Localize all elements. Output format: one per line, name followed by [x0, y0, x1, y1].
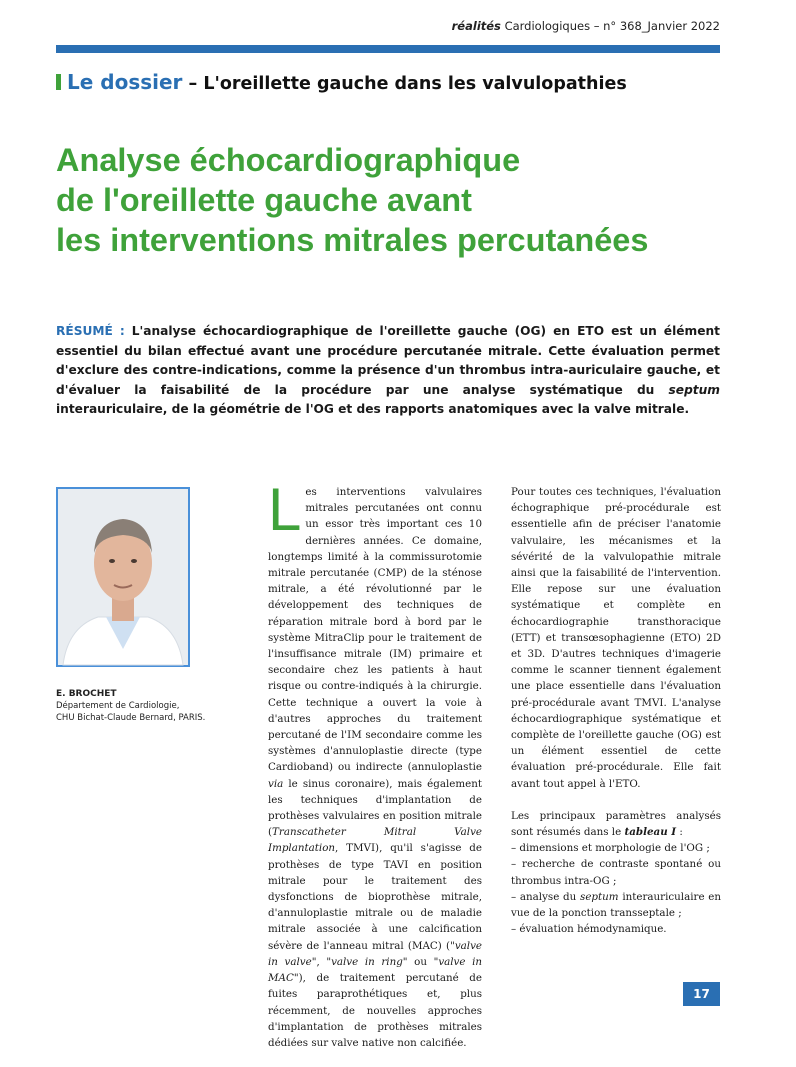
- title-line-1: Analyse échocardiographique: [56, 142, 521, 178]
- list-item: [511, 889, 721, 921]
- body-italic: valve in MAC: [268, 955, 483, 985]
- body-paragraph-2: Pour toutes ces techniques, l'évaluation échographique pré-procédurale est essentielle afin de préciser l'anatomie valvulaire, les mécanismes et la sévérité de la valvulopathie mitrale ainsi que la faisabilité de l'intervention. Elle repose sur une évaluation systématique et complète en échocardiographie transthoracique (ETT) et transœsophagienne (ETO) 2D et 3D. D'autres techniques d'imagerie comme le scanner tiennent également une place essentielle dans l'évaluation pré-procédurale avant TMVI. L'analyse échocardiographique systématique et complète de l'oreillette gauche (OG) est un élément essentiel de cette évaluation pré-procédurale. Elle fait avant tout appel à l'ETO.: [511, 486, 721, 790]
- abstract-italic: septum: [668, 382, 720, 397]
- body-text: Les principaux paramètres analysés sont résumés dans le: [511, 809, 721, 839]
- body-text: " ou ": [402, 955, 439, 968]
- body-text: ", ": [311, 955, 332, 968]
- body-text: es interventions valvulaires mitrales percutanées ont connu un essor très important ces 10 dernières années. Ce domaine, longtemps limité à la commissurotomie mitrale percutanée (CMP) de la sténose mitrale, a été révolutionné par le développement des techniques de réparation mitrale bord à bord par le système MitraClip pour le traitement de l'insuffisance mitrale (IM) primaire et secondaire chez les patients à haut risque ou contre-indiqués à la chirurgie. Cette technique a ouvert la voie à d'autres approches du traitement percutané de l'IM secondaire comme les systèmes d'annuloplastie directe (type Cardioband) ou indirecte (annuloplastie: [268, 486, 482, 774]
- abstract-text-1: L'analyse échocardiographique de l'oreillette gauche (OG) en ETO est un élément essentiel du bilan effectué avant une procédure percutanée mitrale. Cette évaluation permet d'exclure des contre-indications, comme la présence d'un thrombus intra-auriculaire gauche, et d'évaluer la faisabilité de la procédure par une analyse systématique du: [56, 324, 720, 397]
- body-text: "), de traitement percutané de fuites paraprothétiques et, plus récemment, de nouvelles approches d'implantation de prothèses mitrales dédiées sur valve native non calcifiée.: [268, 972, 482, 1049]
- body-paragraph-3: [511, 808, 721, 840]
- author-department: Département de Cardiologie,: [56, 701, 180, 711]
- list-item: – évaluation hémodynamique.: [511, 923, 667, 936]
- table-reference: tableau I: [624, 826, 677, 839]
- body-text: le sinus coronaire), mais également les techniques d'implantation de prothèses valvulaires en position mitrale (: [268, 777, 482, 839]
- body-italic: via: [268, 777, 284, 790]
- drop-cap: L: [268, 476, 302, 543]
- dossier-subtitle: – L'oreillette gauche dans les valvulopathies: [188, 74, 627, 94]
- title-line-3: les interventions mitrales percutanées: [56, 222, 649, 258]
- body-column-right: [511, 484, 721, 937]
- body-italic: Transcatheter Mitral Valve Implantation: [268, 826, 482, 855]
- body-text: :: [676, 826, 683, 839]
- body-column-left: [268, 476, 483, 1067]
- body-text: , TMVI), qu'il s'agisse de prothèses de type TAVI en position mitrale pour le traitement des dysfonctions de bioprothèse mitrale, d'annuloplastie mitrale ou de maladie mitrale associée à une calcification sévère de l'anneau mitral (MAC) (": [268, 842, 482, 952]
- abstract: [56, 322, 720, 420]
- body-text: – analyse du: [511, 890, 577, 903]
- dossier-heading: [56, 70, 627, 94]
- article-title: [56, 140, 736, 260]
- list-item: – recherche de contraste spontané ou thrombus intra-OG ;: [511, 858, 721, 887]
- author-hospital: CHU Bichat-Claude Bernard, PARIS.: [56, 713, 206, 723]
- body-paragraph-1: [268, 476, 483, 1051]
- abstract-text-2: interauriculaire, de la géométrie de l'OG et des rapports anatomiques avec la valve mitrale.: [56, 402, 690, 416]
- journal-name: réalités: [451, 19, 501, 33]
- title-line-2: de l'oreillette gauche avant: [56, 182, 472, 218]
- list-item: – dimensions et morphologie de l'OG ;: [511, 842, 710, 855]
- dossier-marker-icon: [56, 74, 61, 90]
- parameters-list: [511, 840, 721, 937]
- author-portrait-icon: [58, 489, 188, 665]
- header-rule: [56, 45, 720, 53]
- author-info: [56, 688, 246, 724]
- body-italic: valve in ring: [331, 955, 403, 968]
- author-photo: [56, 487, 190, 667]
- body-text: interauriculaire en vue de la ponction transseptale ;: [511, 890, 722, 920]
- journal-header: [452, 19, 720, 33]
- body-italic: valve in valve: [268, 939, 482, 968]
- journal-issue: Cardiologiques – n° 368_Janvier 2022: [504, 19, 720, 33]
- body-italic: septum: [580, 890, 619, 903]
- page-number: 17: [683, 982, 720, 1006]
- abstract-label: RÉSUMÉ :: [56, 324, 125, 338]
- dossier-label: Le dossier: [67, 70, 183, 94]
- author-name: E. BROCHET: [56, 689, 117, 699]
